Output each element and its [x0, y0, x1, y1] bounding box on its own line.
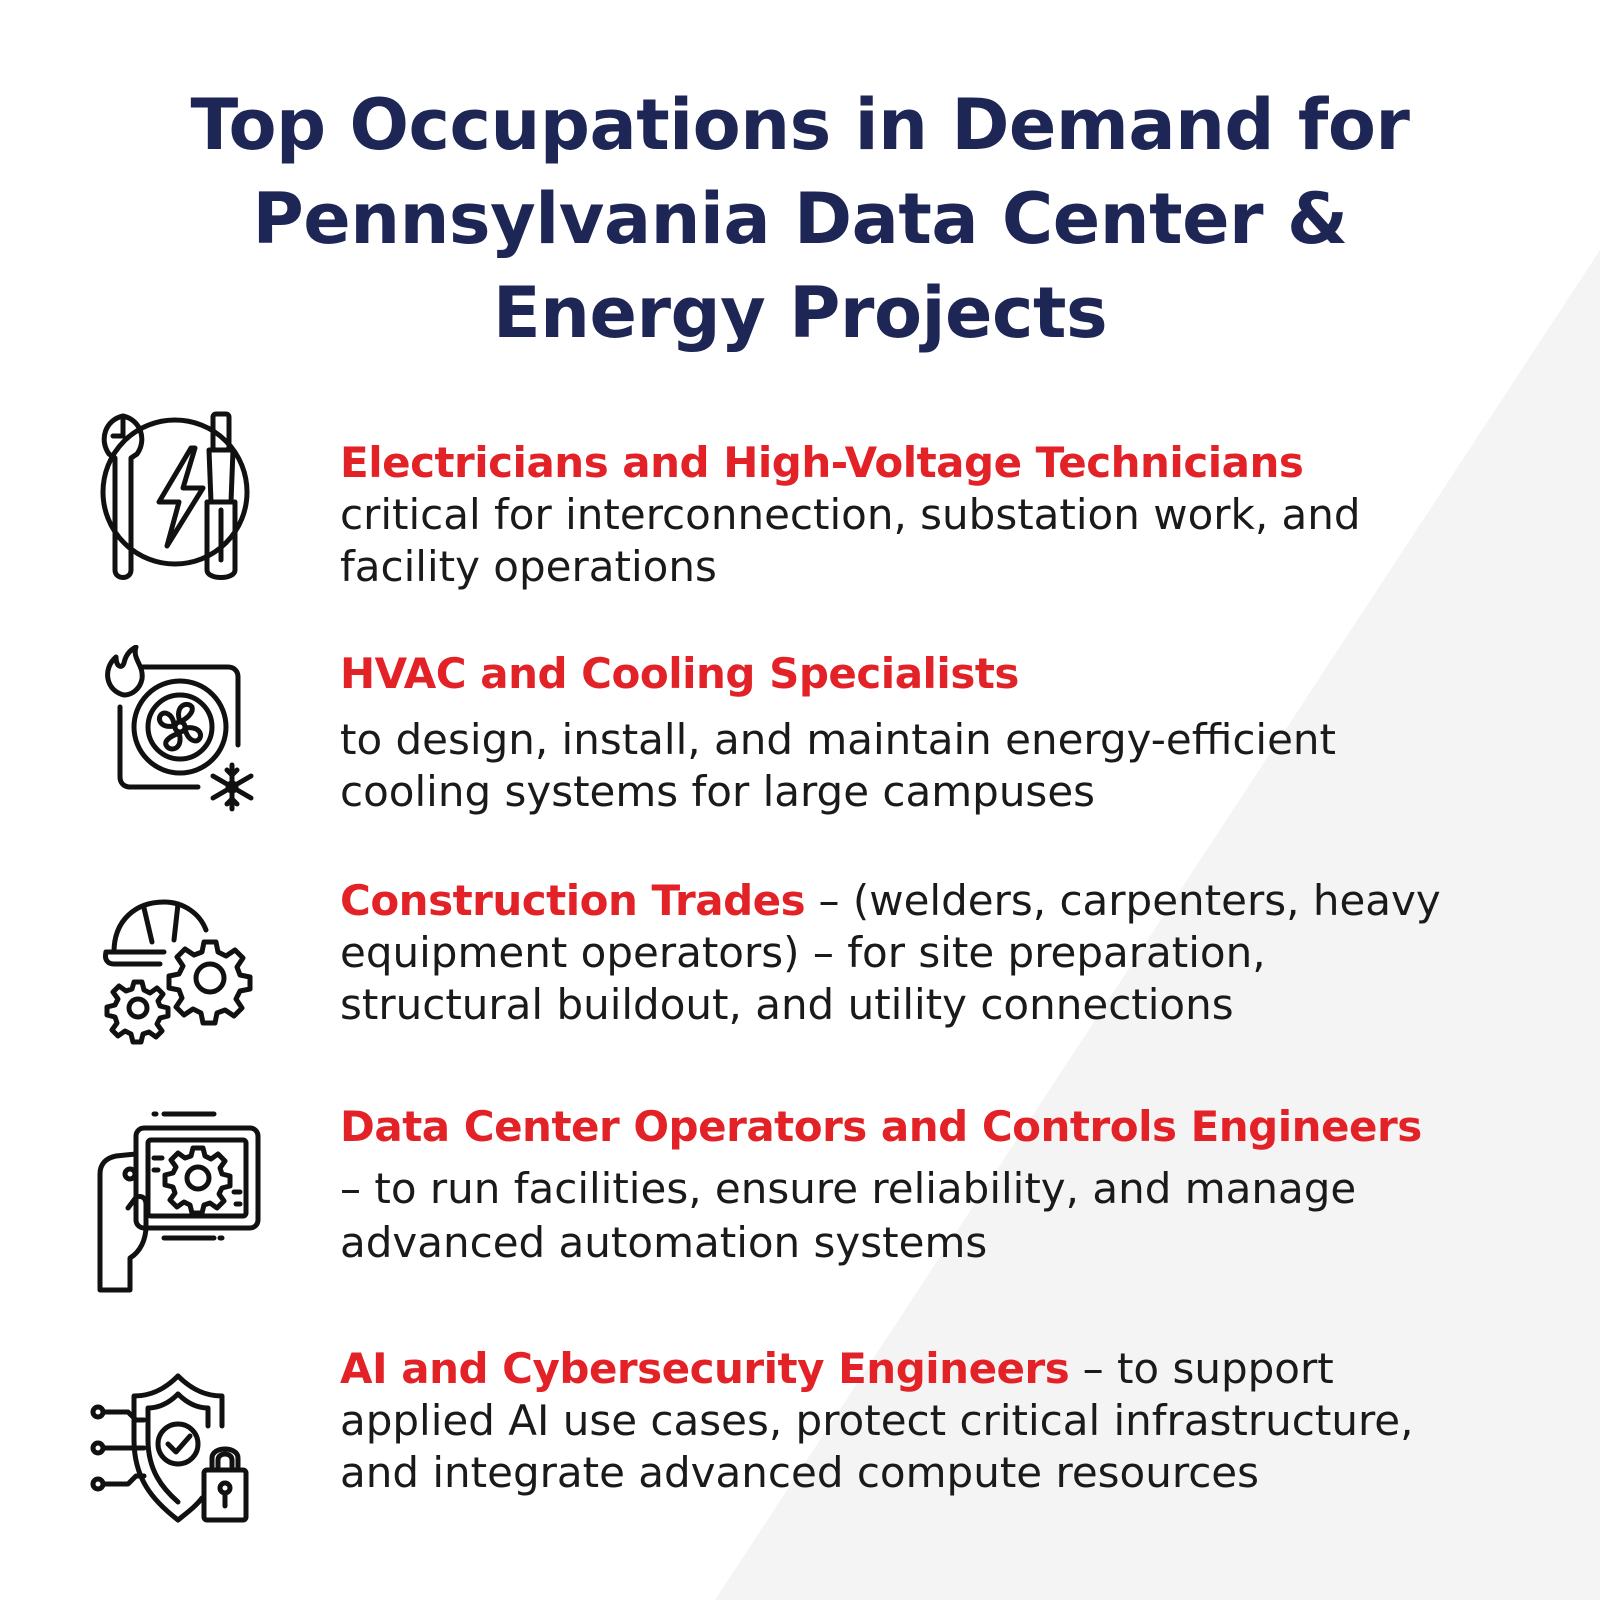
item-heading: AI and Cybersecurity Engineers [340, 1344, 1070, 1393]
item-inline: – (welders, carpenters, heavy [805, 876, 1441, 925]
page-title [100, 78, 1500, 360]
item-heading: Electricians and High-Voltage Technicians [340, 438, 1304, 487]
item-inline: – to support [1069, 1344, 1334, 1393]
title-line-3: Energy Projects [492, 272, 1108, 354]
item-line: facility operations [340, 542, 717, 591]
item-line: and integrate advanced compute resources [340, 1448, 1260, 1497]
hvac-fan-icon [98, 645, 263, 820]
item-line: advanced automation systems [340, 1218, 988, 1267]
title-line-2: Pennsylvania Data Center & [252, 178, 1348, 260]
list-item-construction [340, 875, 1500, 1031]
list-item-ai-cybersecurity [340, 1343, 1500, 1499]
item-line: – to run facilities, ensure reliability, and manage [340, 1164, 1357, 1213]
item-line: structural buildout, and utility connections [340, 980, 1234, 1029]
list-item-data-center-operators [340, 1100, 1500, 1270]
item-heading: Construction Trades [340, 876, 806, 925]
item-heading: Data Center Operators and Controls Engineers [340, 1102, 1422, 1151]
item-heading: HVAC and Cooling Specialists [340, 649, 1019, 698]
list-item-electricians [340, 437, 1500, 593]
item-line: equipment operators) – for site preparation, [340, 928, 1266, 977]
hardhat-gears-icon [100, 890, 260, 1050]
item-line: applied AI use cases, protect critical infrastructure, [340, 1396, 1414, 1445]
electrician-tools-icon [95, 410, 265, 590]
item-line: critical for interconnection, substation work, and [340, 490, 1361, 539]
item-line: cooling systems for large campuses [340, 767, 1096, 816]
list-item-hvac [340, 645, 1500, 821]
shield-lock-icon [88, 1370, 268, 1530]
control-panel-icon [90, 1108, 270, 1298]
item-line: to design, install, and maintain energy-efficient [340, 715, 1337, 764]
title-line-1: Top Occupations in Demand for [190, 84, 1410, 166]
